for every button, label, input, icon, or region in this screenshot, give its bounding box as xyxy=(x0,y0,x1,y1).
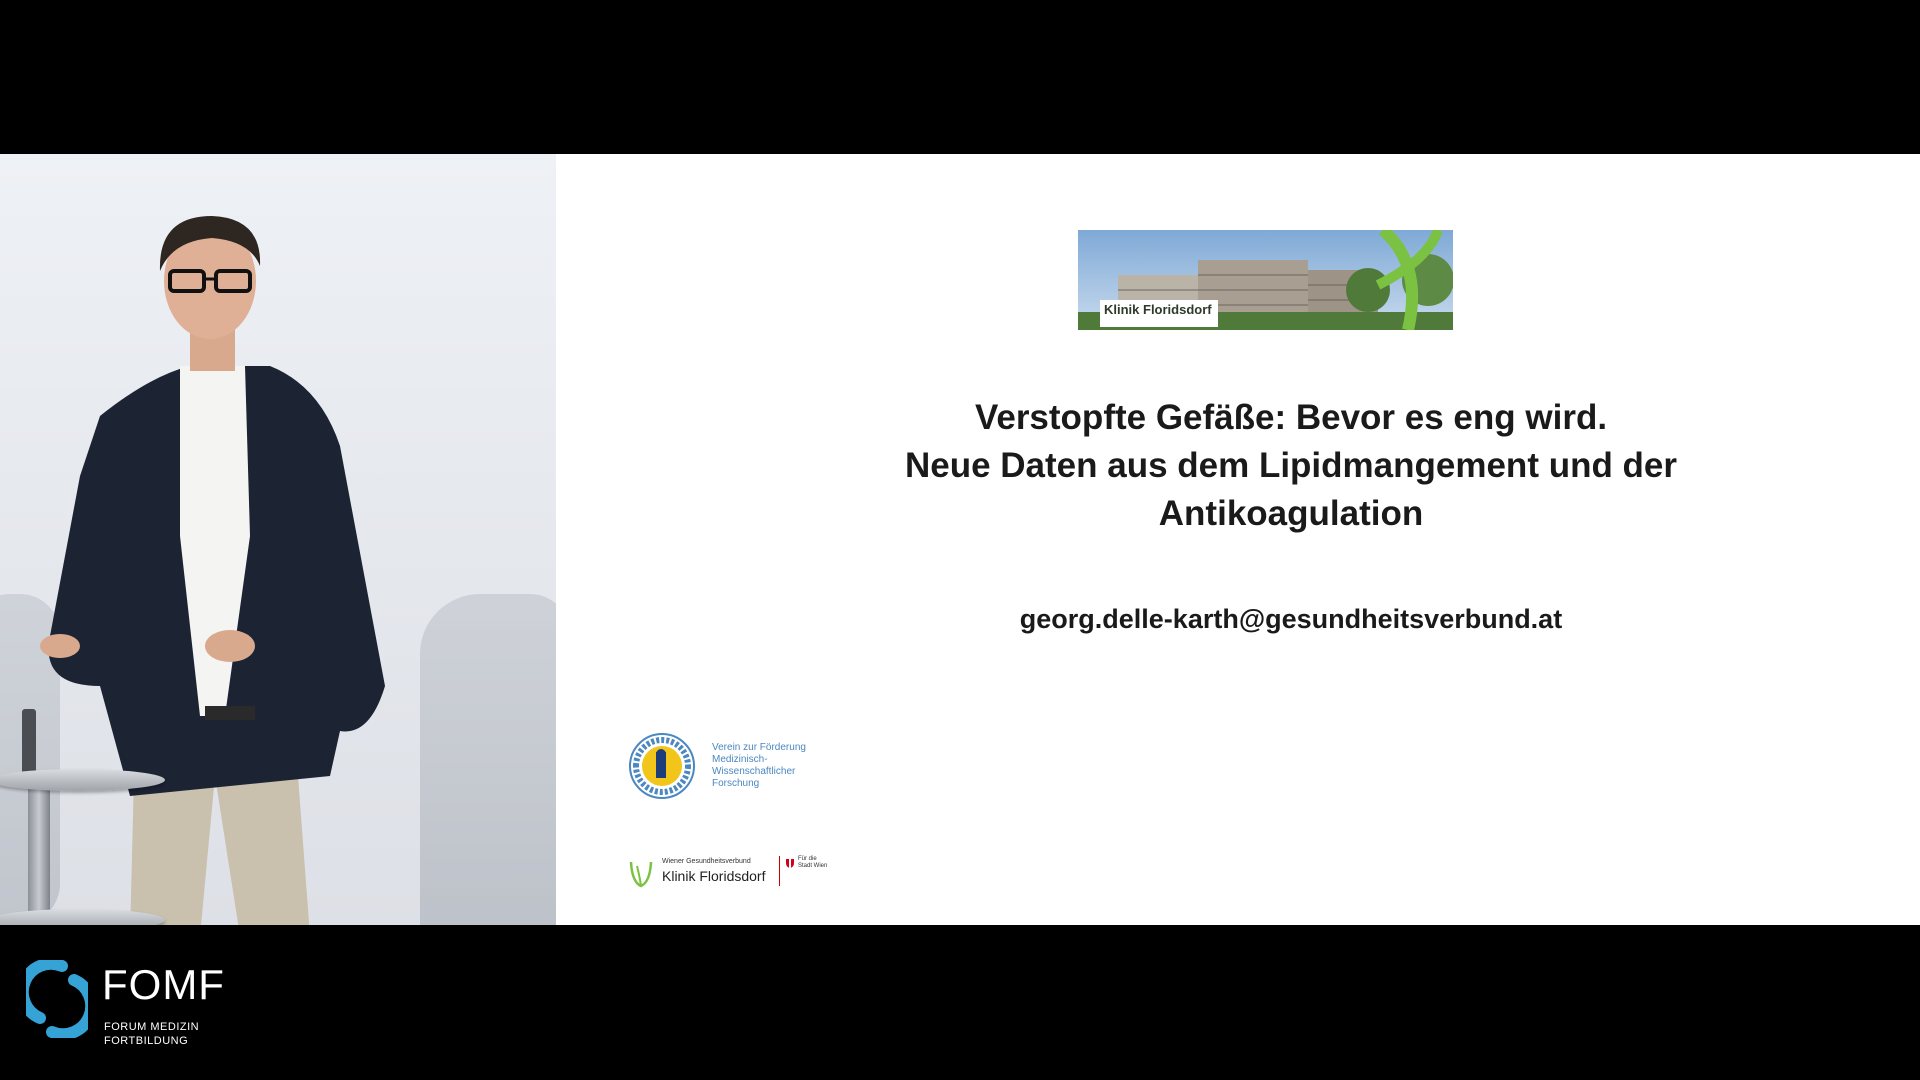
slide-title-line: Antikoagulation xyxy=(1158,494,1424,533)
kf-organisation: Wiener Gesundheitsverbund xyxy=(662,858,751,865)
presentation-slide xyxy=(556,154,1920,925)
kls-tagline-line: Forschung xyxy=(712,778,760,789)
logo-divider xyxy=(779,856,780,886)
wien-shield-icon xyxy=(785,858,795,868)
lectern xyxy=(0,769,170,925)
kls-tagline-line: Verein zur Förderung xyxy=(712,742,806,753)
kf-name: Klinik Floridsdorf xyxy=(662,868,766,884)
speaker-video xyxy=(0,154,556,925)
slide-title-line: Verstopfte Gefäße: Bevor es eng wird. xyxy=(974,398,1608,437)
karl-landsteiner-logo xyxy=(628,724,838,814)
speaker-email: georg.delle-karth@gesundheitsverbund.at xyxy=(1019,604,1563,634)
lectern-microphone xyxy=(22,709,36,779)
slide-title-line: Neue Daten aus dem Lipidmangement und der xyxy=(904,446,1678,485)
kls-badge-icon xyxy=(628,732,696,800)
clinic-banner-image xyxy=(1078,230,1453,330)
bottom-letterbox xyxy=(0,925,1920,1080)
leaf-icon xyxy=(628,860,654,888)
fomf-subtitle xyxy=(104,1020,199,1048)
lectern-shelf xyxy=(0,909,165,925)
slide-title xyxy=(696,394,1886,538)
wien-label-line: Stadt Wien xyxy=(798,863,828,869)
fomf-title: FOMF xyxy=(102,961,225,1008)
fomf-logo xyxy=(26,960,246,1050)
fomf-subtitle-line: FORUM MEDIZIN xyxy=(104,1021,200,1033)
kls-tagline xyxy=(712,742,838,790)
fomf-swirl-icon xyxy=(26,960,88,1038)
wien-label-line: Für die xyxy=(798,856,817,862)
kls-tagline-line: Medizinisch-Wissenschaftlicher xyxy=(712,754,796,777)
klinik-floridsdorf-logo xyxy=(628,854,828,894)
banner-label: Klinik Floridsdorf xyxy=(1100,300,1218,327)
lectern-pole xyxy=(28,779,50,925)
lectern-top xyxy=(0,769,165,791)
top-letterbox xyxy=(0,0,1920,154)
background-shadow xyxy=(420,594,556,925)
wien-label xyxy=(798,856,827,870)
fomf-subtitle-line: FORTBILDUNG xyxy=(104,1035,189,1047)
